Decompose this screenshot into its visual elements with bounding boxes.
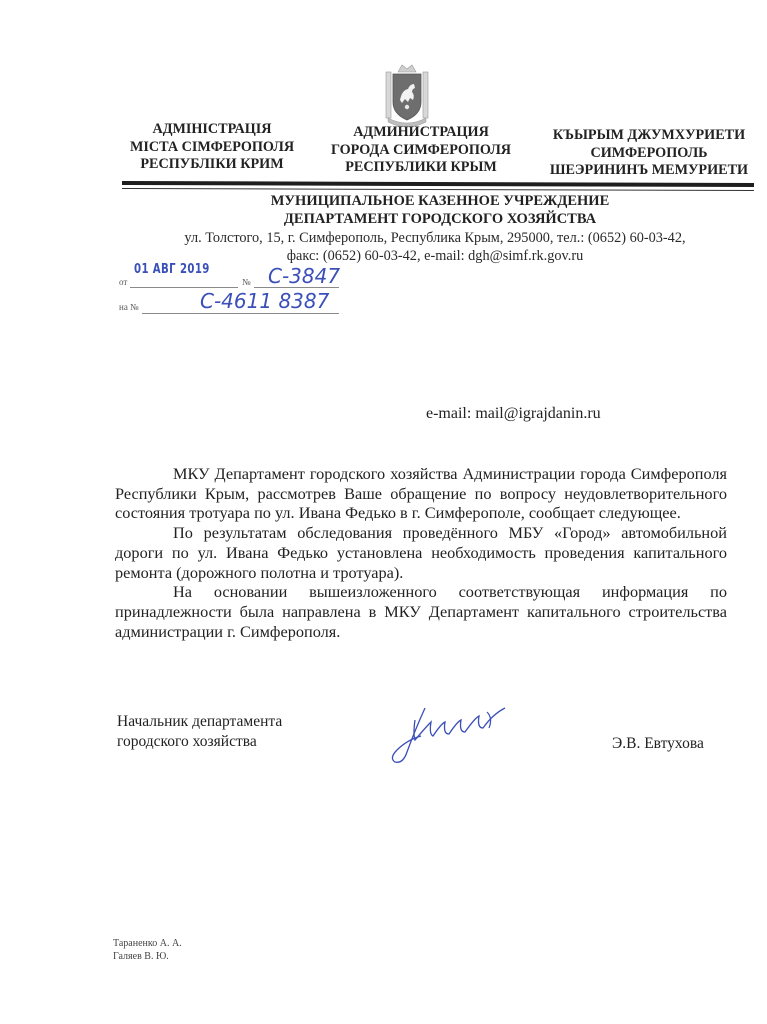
from-label: от <box>119 277 128 287</box>
signatory-position-line: городского хозяйства <box>117 733 257 750</box>
organization-type: МУНИЦИПАЛЬНОЕ КАЗЕННОЕ УЧРЕЖДЕНИЕ <box>270 193 610 209</box>
signatory-position <box>117 712 282 752</box>
body-paragraph: По результатам обследования проведённого МБУ «Город» автомобильной дороги по ул. Ивана Федько установлена необходимость проведения капитального ремонта (дорожного полотна и тротуара). <box>115 523 727 582</box>
letterhead-ukrainian-line: РЕСПУБЛІКИ КРИМ <box>140 156 284 172</box>
recipient-email: e-mail: mail@igrajdanin.ru <box>426 405 601 422</box>
signatory-position-line: Начальник департамента <box>117 713 283 730</box>
letterhead-russian-line: АДМИНИСТРАЦИЯ <box>353 124 489 140</box>
letter-body <box>115 464 727 641</box>
letterhead-ukrainian-line: МІСТА СІМФЕРОПОЛЯ <box>129 138 295 155</box>
body-paragraph: МКУ Департамент городского хозяйства Администрации города Симферополя Республики Крым, рассмотрев Ваше обращение по вопросу неудовлетворительного состояния тротуара по ул. Ивана Федько в г. Симферополе, сообщает следующее. <box>115 464 727 523</box>
coat-of-arms-emblem <box>384 62 430 128</box>
letterhead-ukrainian-line: АДМІНІСТРАЦІЯ <box>152 121 272 137</box>
organization-contacts: факс: (0652) 60-03-42, e-mail: dgh@simf.rk.gov.ru <box>286 248 584 264</box>
letterhead-crimean-tatar-line: КЪЫРЫМ ДЖУМХУРИЕТИ <box>552 127 746 143</box>
executor-name: Тараненко А. А. <box>113 938 182 949</box>
signatory-name: Э.В. Евтухова <box>612 735 704 752</box>
outgoing-number: С-3847 <box>268 264 341 288</box>
letterhead-ukrainian <box>112 121 312 174</box>
date-stamp: 01 АВГ 2019 <box>134 262 210 277</box>
letterhead-crimean-tatar-line: ШЕЭРИНИНЪ МЕМУРИЕТИ <box>549 162 749 178</box>
executor-name: Галяев В. Ю. <box>113 951 169 962</box>
letterhead-russian <box>312 124 530 177</box>
number-label: № <box>242 277 251 287</box>
reply-to-underline <box>142 313 339 314</box>
letterhead-russian-line: РЕСПУБЛИКИ КРЫМ <box>345 159 497 175</box>
executors <box>113 937 182 963</box>
reply-to-number: С-4611 8387 <box>200 289 330 313</box>
letterhead-russian-line: ГОРОДА СИМФЕРОПОЛЯ <box>330 141 512 158</box>
letterhead-crimean-tatar-line: СИМФЕРОПОЛЬ <box>590 144 708 161</box>
handwritten-signature <box>385 700 515 768</box>
letterhead-divider-thin <box>122 188 754 191</box>
letterhead-divider-thick <box>122 181 754 187</box>
reply-to-label: на № <box>119 302 139 312</box>
body-paragraph: На основании вышеизложенного соответствующая информация по принадлежности была направлена в МКУ Департамент капитального строительства администрации г. Симферополя. <box>115 582 727 641</box>
letterhead-crimean-tatar <box>536 127 762 180</box>
organization-name: ДЕПАРТАМЕНТ ГОРОДСКОГО ХОЗЯЙСТВА <box>283 211 597 227</box>
organization-address: ул. Толстого, 15, г. Симферополь, Республика Крым, 295000, тел.: (0652) 60-03-42, <box>184 230 686 246</box>
date-underline <box>130 287 238 288</box>
